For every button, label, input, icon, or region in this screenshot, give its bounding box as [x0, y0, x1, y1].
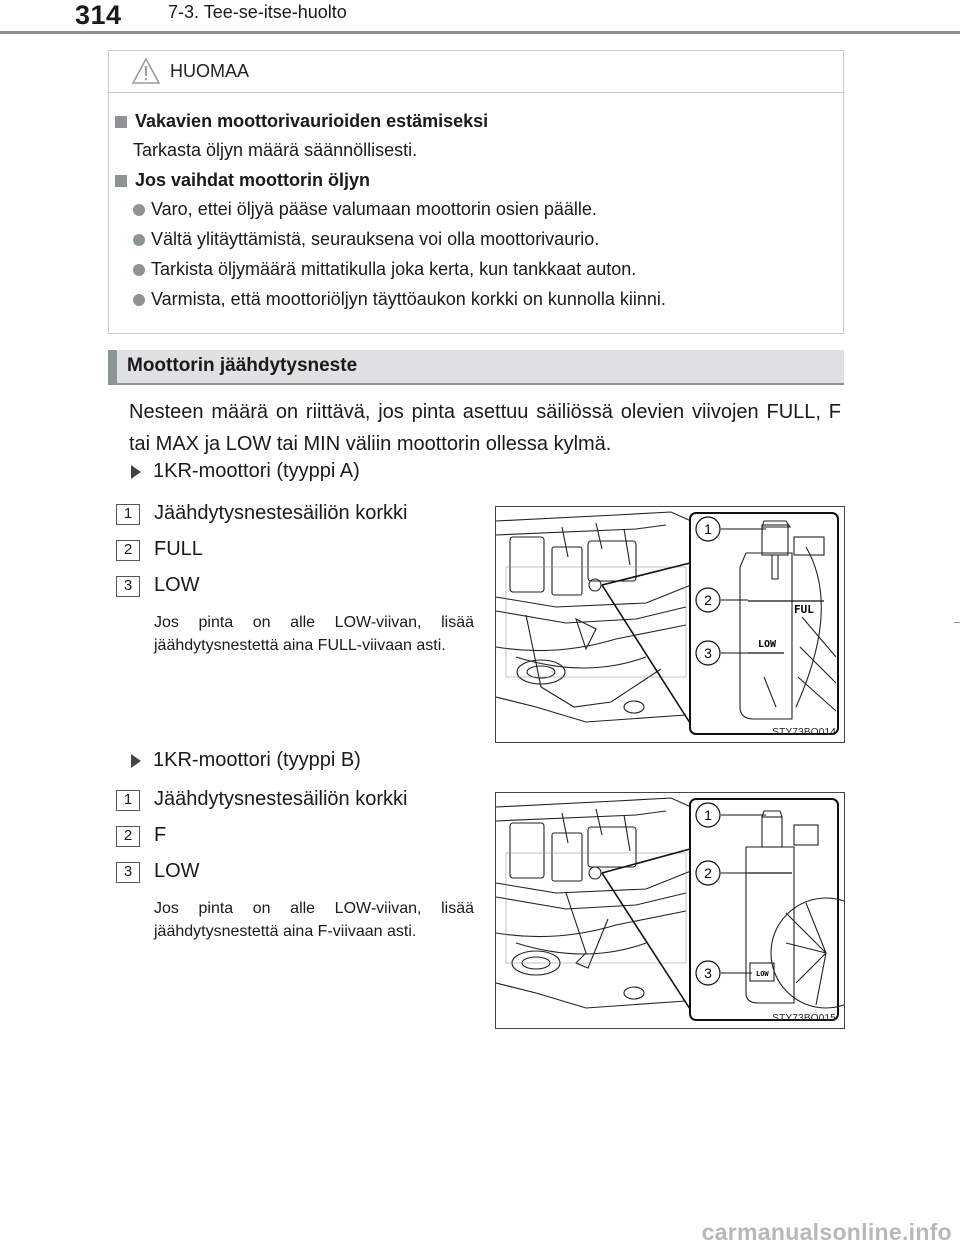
item-number-badge: 3	[116, 862, 140, 883]
coolant-intro: Nesteen määrä on riittävä, jos pinta asettuu säiliössä olevien viivojen FULL, F tai MAX ja LOW tai MIN väliin moottorin ollessa kylmä.	[129, 401, 841, 455]
engine-b-item-low: LOW	[154, 860, 200, 882]
callout-number: 1	[704, 807, 712, 823]
triangle-pointer-icon	[131, 754, 141, 768]
notice-bullet	[133, 229, 599, 250]
callout-number: 3	[704, 645, 712, 661]
item-number-badge: 2	[116, 540, 140, 561]
engine-a-heading-text: 1KR-moottori (tyyppi A)	[153, 460, 360, 482]
engine-a-illustration	[496, 507, 845, 743]
notice-header	[109, 51, 843, 93]
page-number: 314	[75, 0, 122, 30]
notice-subheading	[115, 170, 370, 191]
notice-text: Tarkasta öljyn määrä säännöllisesti.	[133, 140, 418, 160]
notice-bullet-text: Varmista, että moottoriöljyn täyttöaukon korkki on kunnolla kiinni.	[151, 289, 666, 309]
engine-a-item-low: LOW	[154, 574, 200, 596]
engine-a-item-cap: Jäähdytysnestesäiliön korkki	[154, 502, 408, 524]
notice-box	[108, 50, 844, 334]
round-bullet-icon	[133, 264, 145, 276]
watermark: carmanualsonline.info	[701, 1219, 952, 1245]
notice-bullet-text: Varo, ettei öljyä pääse valumaan moottorin osien päälle.	[151, 199, 597, 219]
engine-a-figure	[495, 506, 845, 743]
callout-number: 1	[704, 521, 712, 537]
engine-b-heading	[131, 749, 361, 772]
engine-a-heading	[131, 460, 360, 483]
callout-number: 2	[704, 592, 712, 608]
item-number-badge: 2	[116, 826, 140, 847]
notice-bullet	[133, 199, 597, 220]
notice-subheading	[115, 111, 488, 132]
round-bullet-icon	[133, 234, 145, 246]
figure-code: STY73BO015	[772, 1013, 836, 1024]
item-number-badge: 1	[116, 790, 140, 811]
callout-number: 3	[704, 965, 712, 981]
margin-tick	[954, 622, 960, 623]
header-rule	[0, 31, 960, 34]
notice-bullet	[133, 259, 636, 280]
round-bullet-icon	[133, 204, 145, 216]
engine-b-item-cap: Jäähdytysnestesäiliön korkki	[154, 788, 408, 810]
notice-subheading-text: Vakavien moottorivaurioiden estämiseksi	[135, 111, 489, 131]
figure-code: STY73BO014	[772, 727, 836, 738]
notice-bullet-text: Tarkista öljymäärä mittatikulla joka kerta, kun tankkaat auton.	[151, 259, 637, 279]
engine-b-note: Jos pinta on alle LOW-viivan, lisää jäähdytysnestettä aina F-viivaan asti.	[154, 900, 474, 940]
engine-b-item-f: F	[154, 824, 167, 846]
low-mark-label: LOW	[756, 970, 769, 978]
triangle-pointer-icon	[131, 465, 141, 479]
heading-accent-bar	[108, 350, 117, 383]
low-mark-label: LOW	[758, 639, 777, 650]
engine-b-figure	[495, 792, 845, 1029]
square-bullet-icon	[115, 116, 127, 128]
coolant-section-heading	[108, 350, 844, 385]
notice-bullet	[133, 289, 666, 310]
full-mark-label: FUL	[794, 603, 814, 616]
item-number-badge: 3	[116, 576, 140, 597]
item-number-badge: 1	[116, 504, 140, 525]
engine-b-heading-text: 1KR-moottori (tyyppi B)	[153, 749, 361, 771]
square-bullet-icon	[115, 175, 127, 187]
callout-number: 2	[704, 865, 712, 881]
warning-triangle-icon	[131, 57, 161, 85]
section-title: 7-3. Tee-se-itse-huolto	[168, 2, 347, 22]
notice-subheading-text: Jos vaihdat moottorin öljyn	[135, 170, 371, 190]
engine-a-note: Jos pinta on alle LOW-viivan, lisää jäähdytysnestettä aina FULL-viivaan asti.	[154, 614, 474, 654]
engine-b-illustration	[496, 793, 845, 1029]
round-bullet-icon	[133, 294, 145, 306]
notice-title: HUOMAA	[170, 61, 250, 81]
notice-bullet-text: Vältä ylitäyttämistä, seurauksena voi olla moottorivaurio.	[151, 229, 600, 249]
page-header	[0, 0, 960, 40]
coolant-section-title: Moottorin jäähdytysneste	[127, 355, 358, 376]
engine-a-item-full: FULL	[154, 538, 203, 560]
